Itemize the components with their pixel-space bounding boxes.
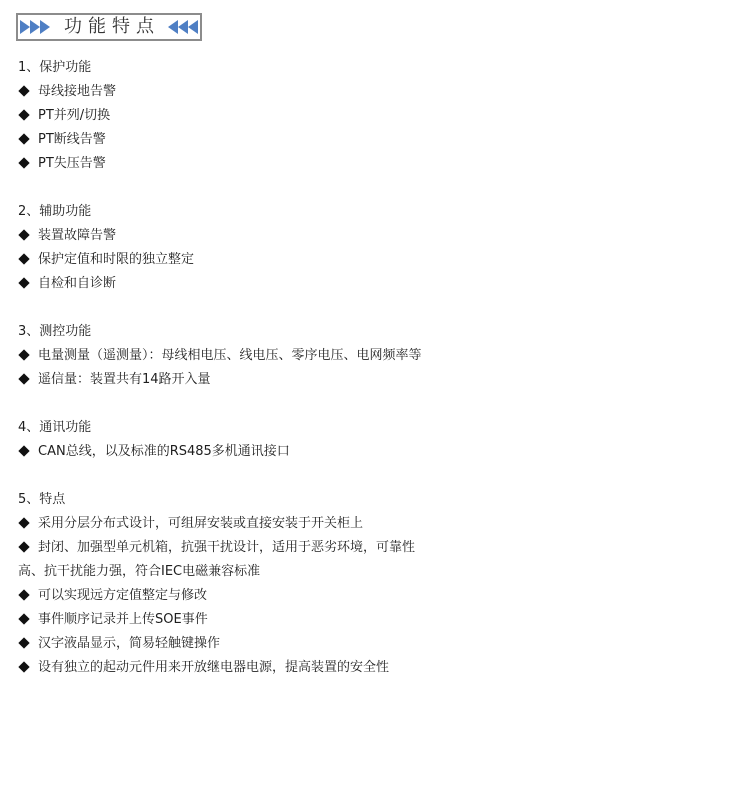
list-item-text: 采用分层分布式设计，可组屏安装或直接安装于开关柜上 [38,516,364,531]
list-item [18,632,438,656]
list-item-text: CAN总线，以及标准的RS485多机通讯接口 [38,444,290,459]
triple-arrow-left-icon [166,19,198,35]
section-banner [16,13,202,41]
list-item-text: 汉字液晶显示，简易轻触键操作 [38,636,221,651]
list-item [18,656,438,680]
diamond-bullet-icon [18,229,29,240]
list-item [18,440,438,464]
list-item-text: 母线接地告警 [38,84,117,99]
list-item [18,272,438,296]
diamond-bullet-icon [18,109,29,120]
feature-section [18,56,438,176]
diamond-bullet-icon [18,373,29,384]
diamond-bullet-icon [18,445,29,456]
diamond-bullet-icon [18,541,29,552]
feature-section [18,416,438,464]
list-item-text: 封闭、加强型单元机箱，抗强干扰设计，适用于恶劣环境，可靠性高、抗干扰能力强，符合IEC电磁兼容标准 [18,540,416,579]
diamond-bullet-icon [18,613,29,624]
list-item-text: 设有独立的起动元件用来开放继电器电源，提高装置的安全性 [38,660,390,675]
list-item [18,248,438,272]
diamond-bullet-icon [18,85,29,96]
list-item [18,80,438,104]
list-item [18,128,438,152]
diamond-bullet-icon [18,661,29,672]
diamond-bullet-icon [18,277,29,288]
diamond-bullet-icon [18,349,29,360]
list-item-text: PT失压告警 [38,156,106,171]
list-item [18,224,438,248]
banner-title: 功能特点 [64,16,160,37]
section-title: 5、特点 [18,492,66,507]
section-title: 1、保护功能 [18,60,92,75]
list-item-text: PT并列/切换 [38,108,111,123]
list-item [18,152,438,176]
feature-section [18,320,438,392]
list-item [18,536,438,584]
section-title: 2、辅助功能 [18,204,92,219]
feature-list [18,56,438,704]
diamond-bullet-icon [18,517,29,528]
list-item [18,344,438,368]
list-item-text: 可以实现远方定值整定与修改 [38,588,208,603]
list-item-text: 电量测量（遥测量）：母线相电压、线电压、零序电压、电网频率等 [38,348,422,363]
diamond-bullet-icon [18,133,29,144]
list-item-text: 事件顺序记录并上传SOE事件 [38,612,208,627]
feature-section [18,488,438,680]
list-item-text: 装置故障告警 [38,228,117,243]
feature-section [18,200,438,296]
diamond-bullet-icon [18,589,29,600]
list-item [18,608,438,632]
list-item-text: 保护定值和时限的独立整定 [38,252,195,267]
list-item [18,104,438,128]
list-item-text: PT断线告警 [38,132,106,147]
section-title: 3、测控功能 [18,324,92,339]
list-item [18,512,438,536]
diamond-bullet-icon [18,637,29,648]
list-item [18,368,438,392]
triple-arrow-right-icon [20,19,52,35]
diamond-bullet-icon [18,157,29,168]
list-item [18,584,438,608]
list-item-text: 遥信量：装置共有14路开入量 [38,372,211,387]
section-title: 4、通讯功能 [18,420,92,435]
list-item-text: 自检和自诊断 [38,276,117,291]
diamond-bullet-icon [18,253,29,264]
